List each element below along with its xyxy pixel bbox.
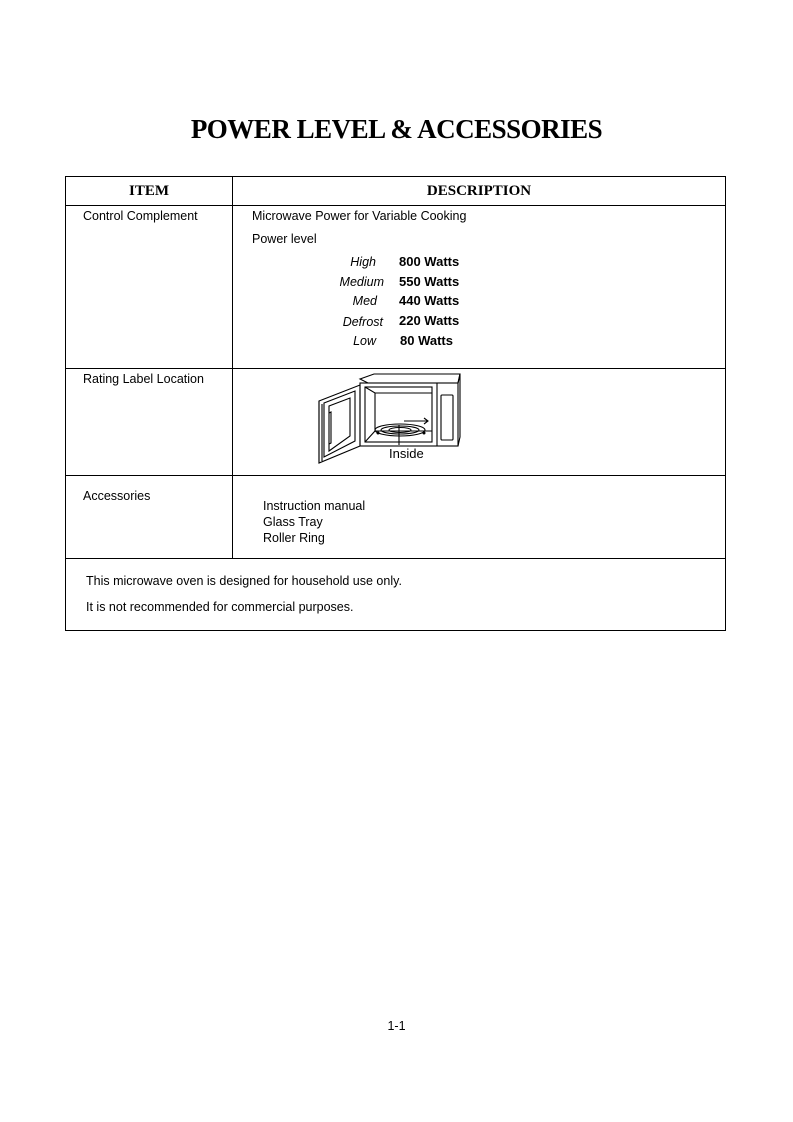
power-level-name: High bbox=[350, 255, 376, 269]
power-level-name: Medium bbox=[339, 275, 384, 289]
description-line: Microwave Power for Variable Cooking bbox=[252, 209, 467, 223]
page-title: POWER LEVEL & ACCESSORIES bbox=[190, 114, 603, 144]
power-level-name: Low bbox=[353, 334, 376, 348]
usage-note: This microwave oven is designed for household use only. bbox=[86, 574, 402, 588]
description-line: Power level bbox=[252, 232, 317, 246]
accessory-list-item: Glass Tray bbox=[263, 515, 323, 529]
item-rating-label-location: Rating Label Location bbox=[83, 372, 204, 386]
row-divider bbox=[66, 475, 725, 476]
page-number: 1-1 bbox=[387, 1019, 406, 1033]
item-control-complement: Control Complement bbox=[83, 209, 198, 223]
accessory-list-item: Roller Ring bbox=[263, 531, 325, 545]
power-level-watts: 80 Watts bbox=[400, 333, 453, 348]
spec-table bbox=[65, 176, 726, 631]
power-level-watts: 220 Watts bbox=[399, 313, 460, 328]
row-divider bbox=[66, 368, 725, 369]
power-level-watts: 800 Watts bbox=[399, 254, 460, 269]
power-level-watts: 550 Watts bbox=[399, 274, 460, 289]
header-divider bbox=[66, 205, 725, 206]
power-level-name: Med bbox=[352, 294, 377, 308]
power-level-name: Defrost bbox=[342, 315, 383, 329]
header-description: DESCRIPTION bbox=[426, 183, 532, 199]
row-divider bbox=[66, 558, 725, 559]
figure-label-inside: Inside bbox=[389, 446, 424, 461]
item-accessories: Accessories bbox=[83, 489, 151, 503]
usage-note: It is not recommended for commercial purposes. bbox=[86, 600, 354, 614]
accessory-list-item: Instruction manual bbox=[263, 499, 366, 513]
header-item: ITEM bbox=[128, 183, 169, 199]
power-level-watts: 440 Watts bbox=[399, 293, 460, 308]
